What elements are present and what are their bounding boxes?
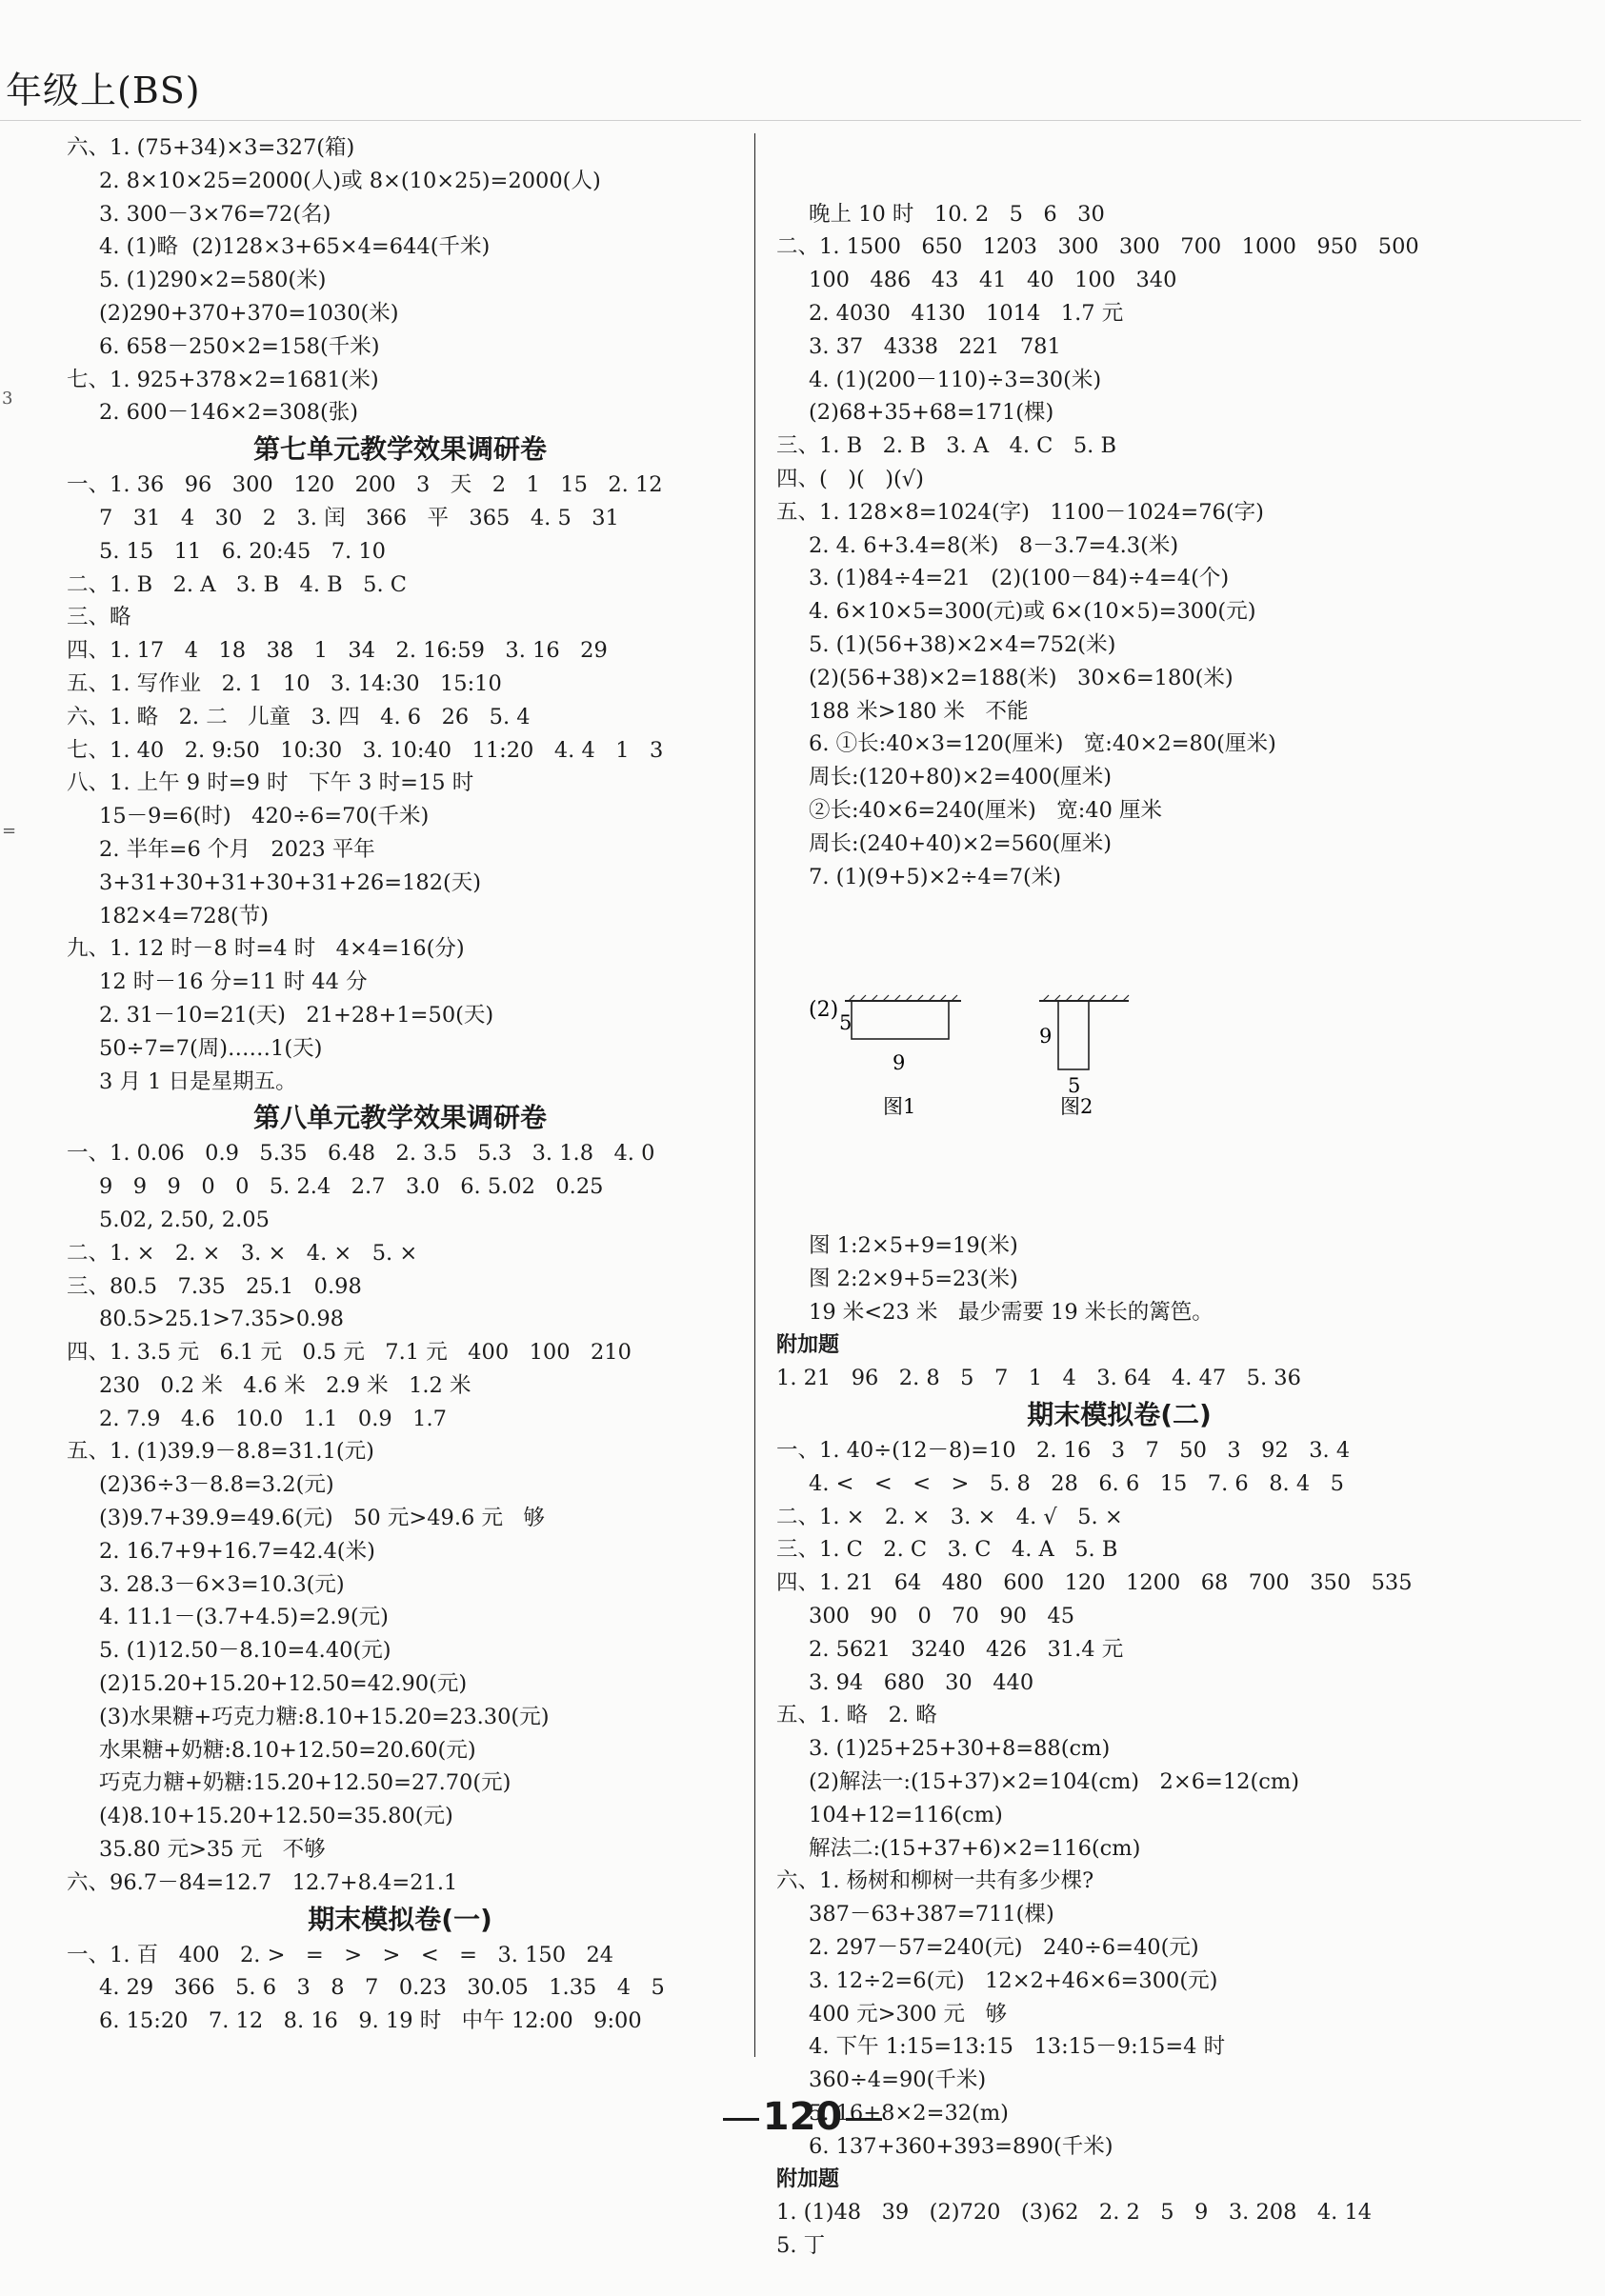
fence-figure <box>776 993 1462 1130</box>
answer-line: 四、( )( )(√) <box>776 466 924 491</box>
answer-line: 周长:(120+80)×2=400(厘米) <box>809 765 1113 790</box>
answer-line: 三、80.5 7.35 25.1 0.98 <box>67 1273 362 1299</box>
answer-column-left <box>67 131 733 2038</box>
answer-line: 四、1. 17 4 18 38 1 34 2. 16:59 3. 16 29 <box>67 638 608 664</box>
answer-line: 二、1. × 2. × 3. × 4. × 5. × <box>67 1240 418 1266</box>
answer-line: 4. 11.1－(3.7+4.5)=2.9(元) <box>99 1605 389 1630</box>
answer-line: 19 米<23 米 最少需要 19 米长的篱笆。 <box>809 1299 1214 1325</box>
answer-line: 一、1. 40÷(12－8)=10 2. 16 3 7 50 3 92 3. 4 <box>776 1438 1351 1464</box>
answer-line: 2. 半年=6 个月 2023 平年 <box>99 836 375 862</box>
right-column-top <box>776 198 1462 894</box>
answer-line: 5. (1)290×2=580(米) <box>99 268 327 293</box>
page-number-block <box>719 2095 887 2139</box>
answer-line: 3 月 1 日是星期五。 <box>99 1068 297 1094</box>
answer-line: 35.80 元>35 元 不够 <box>99 1837 326 1863</box>
fig1-caption: 图1 <box>883 1094 916 1118</box>
answer-line: 6. 15:20 7. 12 8. 16 9. 19 时 中午 12:00 9:00 <box>99 2008 642 2034</box>
answer-line: (3)9.7+39.9=49.6(元) 50 元>49.6 元 够 <box>99 1506 545 1531</box>
answer-line: (2)68+35+68=171(棵) <box>809 400 1054 426</box>
answer-line: ②长:40×6=240(厘米) 宽:40 厘米 <box>809 797 1163 823</box>
answer-line: 360÷4=90(千米) <box>809 2067 987 2093</box>
figure-prefix: (2) <box>809 997 839 1022</box>
answer-line: 2. 8×10×25=2000(人)或 8×(10×25)=2000(人) <box>99 168 601 193</box>
answer-line: (2)290+370+370=1030(米) <box>99 300 399 326</box>
answer-line: 五、1. 略 2. 略 <box>776 1703 937 1728</box>
fence-diagram <box>809 993 1342 1130</box>
answer-line: 3. (1)25+25+30+8=88(cm) <box>809 1736 1111 1762</box>
answer-line: 3. 37 4338 221 781 <box>809 333 1061 359</box>
fig1-long-side: 9 <box>893 1050 906 1074</box>
answer-line: 3. 12÷2=6(元) 12×2+46×6=300(元) <box>809 1967 1218 1993</box>
answer-line: 104+12=116(cm) <box>809 1802 1003 1827</box>
answer-line: 二、1. B 2. A 3. B 4. B 5. C <box>67 571 407 597</box>
answer-line: 六、1. (75+34)×3=327(箱) <box>67 135 355 160</box>
answer-line: 三、1. B 2. B 3. A 4. C 5. B <box>776 433 1116 459</box>
bonus-heading: 附加题 <box>776 1332 840 1357</box>
fig2-short-side: 5 <box>1068 1073 1081 1097</box>
answer-line: 230 0.2 米 4.6 米 2.9 米 1.2 米 <box>99 1372 471 1398</box>
answer-line: 7 31 4 30 2 3. 闰 366 平 365 4. 5 31 <box>99 505 619 530</box>
page-header: 年级上(BS) <box>6 70 201 111</box>
answer-line: 图 1:2×5+9=19(米) <box>809 1233 1018 1259</box>
answer-line: 182×4=728(节) <box>99 903 269 928</box>
answer-line: 图 2:2×9+5=23(米) <box>809 1266 1018 1291</box>
answer-line: 九、1. 12 时－8 时=4 时 4×4=16(分) <box>67 936 465 962</box>
answer-line: (4)8.10+15.20+12.50=35.80(元) <box>99 1804 453 1829</box>
fig1-rectangle <box>852 1001 949 1039</box>
answer-line: 五、1. (1)39.9－8.8=31.1(元) <box>67 1439 374 1465</box>
answer-line: 四、1. 21 64 480 600 120 1200 68 700 350 535 <box>776 1570 1413 1596</box>
answer-line: 5.02, 2.50, 2.05 <box>99 1207 270 1232</box>
answer-line: 6. 137+360+393=890(千米) <box>809 2133 1113 2159</box>
answer-line: 二、1. 1500 650 1203 300 300 700 1000 950 500 <box>776 234 1419 260</box>
answer-line: 4. (1)(200－110)÷3=30(米) <box>809 367 1102 392</box>
section-title: 期末模拟卷(一) <box>308 1903 492 1935</box>
answer-line: 七、1. 40 2. 9:50 10:30 3. 10:40 11:20 4. 4 1 3 <box>67 737 664 763</box>
answer-line: 五、1. 写作业 2. 1 10 3. 14:30 15:10 <box>67 670 502 696</box>
section-title: 第八单元教学效果调研卷 <box>252 1102 547 1134</box>
answer-line: 三、略 <box>67 605 131 630</box>
bonus-heading: 附加题 <box>776 2166 840 2191</box>
page-footer <box>0 2095 1605 2139</box>
answer-line: 二、1. × 2. × 3. × 4. √ 5. × <box>776 1504 1123 1529</box>
answer-line: 2. 5621 3240 426 31.4 元 <box>809 1636 1124 1662</box>
answer-line: 一、1. 0.06 0.9 5.35 6.48 2. 3.5 5.3 3. 1.8 4. 0 <box>67 1141 655 1167</box>
answer-line: 六、1. 杨树和柳树一共有多少棵? <box>776 1868 1094 1894</box>
answer-line: 3+31+30+31+30+31+26=182(天) <box>99 869 482 895</box>
answer-line: 6. ①长:40×3=120(厘米) 宽:40×2=80(厘米) <box>809 731 1276 757</box>
answer-line: 2. 4. 6+3.4=8(米) 8－3.7=4.3(米) <box>809 532 1179 558</box>
answer-line: 八、1. 上午 9 时=9 时 下午 3 时=15 时 <box>67 770 474 796</box>
answer-line: 15－9=6(时) 420÷6=70(千米) <box>99 804 430 829</box>
answer-line: 300 90 0 70 90 45 <box>809 1604 1075 1629</box>
binding-mark: = <box>2 821 17 841</box>
answer-line: 四、1. 3.5 元 6.1 元 0.5 元 7.1 元 400 100 210 <box>67 1340 632 1366</box>
answer-line: 2. 4030 4130 1014 1.7 元 <box>809 300 1124 326</box>
answer-line: 2. 600－146×2=308(张) <box>99 400 359 426</box>
answer-line: 5. (1)(56+38)×2×4=752(米) <box>809 631 1116 657</box>
section-title: 期末模拟卷(二) <box>1027 1399 1212 1431</box>
answer-line: 5. 丁 <box>776 2233 826 2259</box>
binding-mark: 3 <box>2 389 13 409</box>
page-number-dash-right <box>846 2118 882 2121</box>
answer-line: (2)解法一:(15+37)×2=104(cm) 2×6=12(cm) <box>809 1769 1299 1795</box>
fig2-long-side: 9 <box>1039 1024 1053 1048</box>
answer-line: (2)15.20+15.20+12.50=42.90(元) <box>99 1671 468 1697</box>
answer-line: 50÷7=7(周)……1(天) <box>99 1035 323 1061</box>
answer-column-right <box>776 131 1462 2296</box>
answer-line: 3. (1)84÷4=21 (2)(100－84)÷4=4(个) <box>809 566 1230 591</box>
answer-line: 100 486 43 41 40 100 340 <box>809 268 1177 293</box>
answer-line: 80.5>25.1>7.35>0.98 <box>99 1307 344 1332</box>
answer-line: 9 9 9 0 0 5. 2.4 2.7 3.0 6. 5.02 0.25 <box>99 1174 604 1200</box>
answer-line: 4. < < < > 5. 8 28 6. 6 15 7. 6 8. 4 5 <box>809 1470 1344 1496</box>
answer-line: 一、1. 36 96 300 120 200 3 天 2 1 15 2. 12 <box>67 472 663 498</box>
header-rule <box>0 120 1581 121</box>
answer-line: 1. 21 96 2. 8 5 7 1 4 3. 64 4. 47 5. 36 <box>776 1366 1301 1391</box>
fig2-caption: 图2 <box>1060 1094 1093 1118</box>
page-number-dash-left <box>723 2118 759 2121</box>
answer-line: 三、1. C 2. C 3. C 4. A 5. B <box>776 1537 1118 1563</box>
page-number: 120 <box>762 2095 843 2139</box>
answer-line: 3. 28.3－6×3=10.3(元) <box>99 1571 345 1597</box>
answer-line: 4. 29 366 5. 6 3 8 7 0.23 30.05 1.35 4 5 <box>99 1975 665 2001</box>
answer-line: 6. 658－250×2=158(千米) <box>99 333 380 359</box>
answer-line: 六、96.7－84=12.7 12.7+8.4=21.1 <box>67 1869 458 1895</box>
answer-line: 4. 下午 1:15=13:15 13:15－9:15=4 时 <box>809 2034 1226 2060</box>
fig2-rectangle <box>1058 1001 1089 1069</box>
answer-line: 7. (1)(9+5)×2÷4=7(米) <box>809 864 1062 889</box>
answer-line: 5. (1)12.50－8.10=4.40(元) <box>99 1638 391 1664</box>
answer-line: 晚上 10 时 10. 2 5 6 30 <box>809 201 1105 227</box>
answer-line: 2. 16.7+9+16.7=42.4(米) <box>99 1538 375 1564</box>
answer-line: 4. 6×10×5=300(元)或 6×(10×5)=300(元) <box>809 599 1256 625</box>
answer-line: (3)水果糖+巧克力糖:8.10+15.20=23.30(元) <box>99 1704 550 1729</box>
answer-line: 3. 300－3×76=72(名) <box>99 201 331 227</box>
answer-line: (2)36÷3－8.8=3.2(元) <box>99 1472 334 1498</box>
answer-line: 周长:(240+40)×2=560(厘米) <box>809 830 1113 856</box>
answer-line: 巧克力糖+奶糖:15.20+12.50=27.70(元) <box>99 1770 512 1796</box>
answer-line: 5. 16+8×2=32(m) <box>809 2101 1009 2126</box>
answer-line: 六、1. 略 2. 二 儿童 3. 四 4. 6 26 5. 4 <box>67 704 531 729</box>
answer-line: 五、1. 128×8=1024(字) 1100－1024=76(字) <box>776 499 1264 525</box>
answer-line: 2. 297－57=240(元) 240÷6=40(元) <box>809 1935 1199 1961</box>
answer-line: (2)(56+38)×2=188(米) 30×6=180(米) <box>809 665 1234 690</box>
answer-line: 12 时－16 分=11 时 44 分 <box>99 969 368 995</box>
answer-line: 5. 15 11 6. 20:45 7. 10 <box>99 538 386 564</box>
answer-line: 3. 94 680 30 440 <box>809 1669 1034 1695</box>
answer-line: 4. (1)略 (2)128×3+65×4=644(千米) <box>99 234 491 260</box>
answer-line: 水果糖+奶糖:8.10+12.50=20.60(元) <box>99 1737 476 1763</box>
answer-line: 解法二:(15+37+6)×2=116(cm) <box>809 1835 1141 1861</box>
answer-line: 2. 7.9 4.6 10.0 1.1 0.9 1.7 <box>99 1406 447 1431</box>
answer-line: 188 米>180 米 不能 <box>809 698 1029 724</box>
answer-line: 七、1. 925+378×2=1681(米) <box>67 367 379 392</box>
answer-line: 2. 31－10=21(天) 21+28+1=50(天) <box>99 1002 494 1028</box>
fig1-short-side: 5 <box>839 1010 853 1034</box>
answer-line: 387－63+387=711(棵) <box>809 1902 1054 1927</box>
column-divider <box>754 133 755 2057</box>
section-title: 第七单元教学效果调研卷 <box>252 433 547 466</box>
answer-line: 1. (1)48 39 (2)720 (3)62 2. 2 5 9 3. 208 4. 14 <box>776 2200 1373 2226</box>
answer-line: 一、1. 百 400 2. > = > > < = 3. 150 24 <box>67 1942 614 1967</box>
answer-line: 400 元>300 元 够 <box>809 2001 1008 2026</box>
